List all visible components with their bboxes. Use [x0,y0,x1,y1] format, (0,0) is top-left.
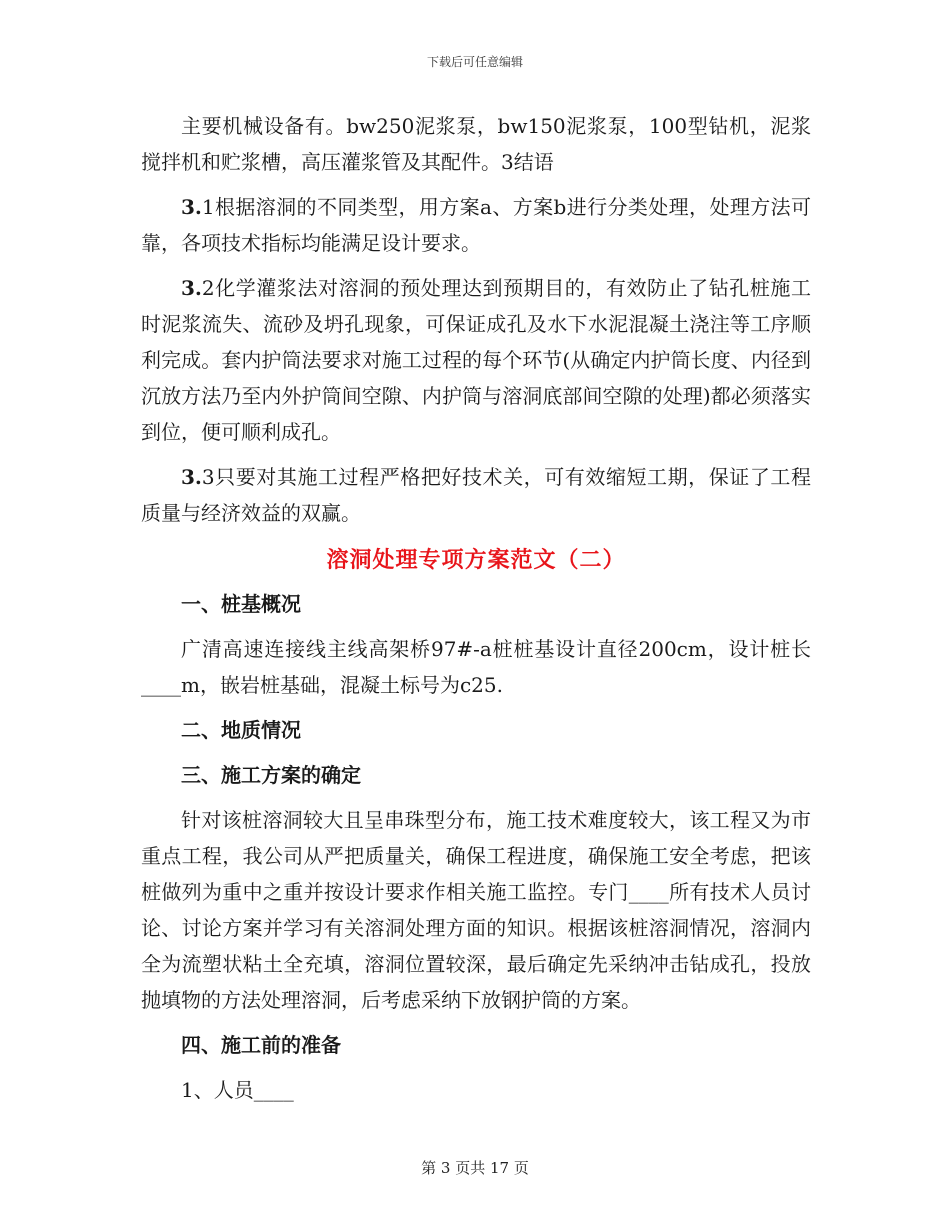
paragraph-text: 3只要对其施工过程严格把好技术关，可有效缩短工期，保证了工程质量与经济效益的双赢。 [141,465,811,525]
heading-pile-overview: 一、桩基概况 [181,592,301,616]
paragraph-text: 1根据溶洞的不同类型，用方案a、方案b进行分类处理，处理方法可靠，各项技术指标均能满足设计要求。 [141,195,811,255]
paragraph-equipment: 主要机械设备有。bw250泥浆泵，bw150泥浆泵，100型钻机，泥浆搅拌机和贮浆槽，高压灌浆管及其配件。3结语 [141,114,811,174]
page-header: 下载后可任意编辑 [426,55,523,69]
page-footer: 第 3 页共 17 页 [421,1159,529,1177]
paragraph-conclusion-2 [141,270,811,450]
paragraph-pile-overview: 广清高速连接线主线高架桥97#-a桩桩基设计直径200cm，设计桩长____m，嵌岩桩基础，混凝土标号为c25. [141,637,811,697]
document-body [141,108,811,1108]
paragraph-personnel: 1、人员____ [181,1078,294,1102]
paragraph-number: 3. [181,276,202,300]
paragraph-text: 2化学灌浆法对溶洞的预处理达到预期目的，有效防止了钻孔桩施工时泥浆流失、流砂及坍孔现象，可保证成孔及水下水泥混凝土浇注等工序顺利完成。套内护筒法要求对施工过程的每个环节(从确定内护筒长度、内径到沉放方法乃至内外护筒间空隙、内护筒与溶洞底部间空隙的处理)都必须落实到位，便可顺利成孔。 [141,276,811,444]
section-title: 溶洞处理专项方案范文（二） [326,547,626,573]
paragraph-conclusion-3 [141,459,811,531]
heading-geology: 二、地质情况 [181,718,301,742]
paragraph-number: 3. [181,465,202,489]
heading-plan-determination: 三、施工方案的确定 [181,763,361,787]
heading-preparation: 四、施工前的准备 [181,1033,341,1057]
paragraph-number: 3. [181,195,202,219]
paragraph-plan-determination: 针对该桩溶洞较大且呈串珠型分布，施工技术难度较大，该工程又为市重点工程，我公司从严把质量关，确保工程进度，确保施工安全考虑，把该桩做列为重中之重并按设计要求作相关施工监控。专门____所有技术人员讨论、讨论方案并学习有关溶洞处理方面的知识。根据该桩溶洞情况，溶洞内全为流塑状粘土全充填，溶洞位置较深，最后确定先采纳冲击钻成孔，投放抛填物的方法处理溶洞，后考虑采纳下放钢护筒的方案。 [141,808,811,1012]
paragraph-conclusion-1 [141,189,811,261]
